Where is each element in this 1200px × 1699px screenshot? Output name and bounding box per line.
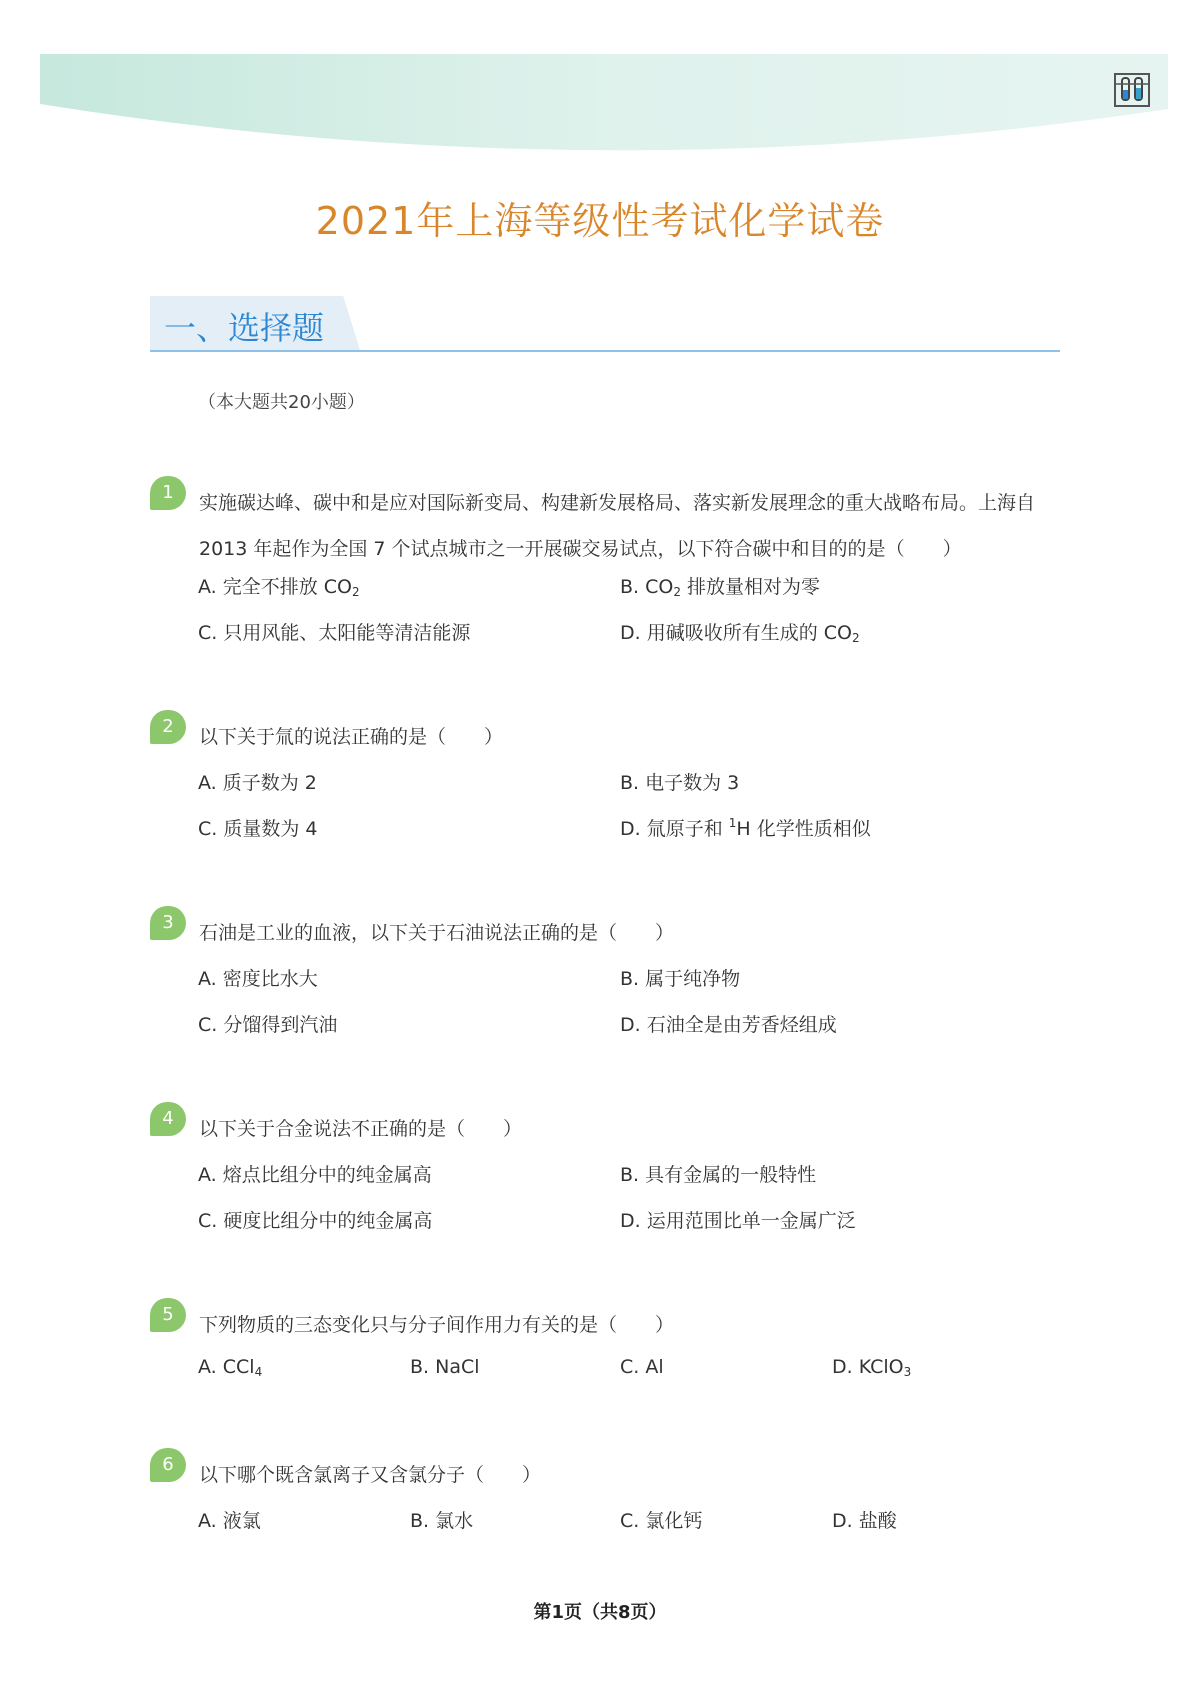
question-number-badge: 3 xyxy=(150,906,186,940)
question-text: 以下关于氚的说法正确的是（ ） xyxy=(199,726,504,748)
option-c: C. 分馏得到汽油 xyxy=(198,1014,338,1036)
section-heading xyxy=(150,296,1060,354)
option-b: B. 电子数为 3 xyxy=(620,772,740,794)
section-divider xyxy=(150,350,1060,352)
question-number-badge: 1 xyxy=(150,476,186,510)
option-b: B. NaCl xyxy=(410,1356,480,1378)
question-text: 下列物质的三态变化只与分子间作用力有关的是（ ） xyxy=(199,1314,675,1336)
option-d: D. KClO$_3$ xyxy=(832,1356,912,1379)
page-footer: 第1页（共8页） xyxy=(533,1602,667,1623)
section-title: 一、选择题 xyxy=(164,309,325,347)
option-c: C. 硬度比组分中的纯金属高 xyxy=(198,1210,433,1232)
question-number-badge: 4 xyxy=(150,1102,186,1136)
question-text: 石油是工业的血液，以下关于石油说法正确的是（ ） xyxy=(199,922,675,944)
question-text: 实施碳达峰、碳中和是应对国际新变局、构建新发展格局、落实新发展理念的重大战略布局。上海自 2013 年起作为全国 7 个试点城市之一开展碳交易试点，以下符合碳中和目的的是（ ） xyxy=(199,492,1036,560)
option-c: C. Al xyxy=(620,1356,664,1378)
section-note: （本大题共20小题） xyxy=(198,392,365,413)
option-d: D. 石油全是由芳香烃组成 xyxy=(620,1014,837,1036)
option-c: C. 质量数为 4 xyxy=(198,818,318,840)
option-d: D. 盐酸 xyxy=(832,1510,897,1532)
option-a: A. CCl$_4$ xyxy=(198,1356,263,1379)
option-d: D. 氚原子和 $^1$H 化学性质相似 xyxy=(620,816,871,840)
option-a: A. 质子数为 2 xyxy=(198,772,317,794)
option-a: A. 液氯 xyxy=(198,1510,261,1532)
option-c: C. 氯化钙 xyxy=(620,1510,703,1532)
option-a: A. 熔点比组分中的纯金属高 xyxy=(198,1164,432,1186)
question-number-badge: 2 xyxy=(150,710,186,744)
flask-icon xyxy=(1112,70,1152,110)
option-b: B. $CO_2$ 排放量相对为零 xyxy=(620,576,821,599)
question-text: 以下哪个既含氯离子又含氯分子（ ） xyxy=(199,1464,542,1486)
option-a: A. 密度比水大 xyxy=(198,968,318,990)
option-b: B. 氯水 xyxy=(410,1510,474,1532)
question-number-badge: 6 xyxy=(150,1448,186,1482)
question-number-badge: 5 xyxy=(150,1298,186,1332)
option-a: A. 完全不排放 $CO_2$ xyxy=(198,576,360,599)
exam-title: 2021年上海等级性考试化学试卷 xyxy=(315,199,885,243)
option-c: C. 只用风能、太阳能等清洁能源 xyxy=(198,622,471,644)
option-d: D. 用碱吸收所有生成的 $CO_2$ xyxy=(620,622,860,645)
option-b: B. 具有金属的一般特性 xyxy=(620,1164,817,1186)
header-banner xyxy=(40,54,1168,154)
option-d: D. 运用范围比单一金属广泛 xyxy=(620,1210,856,1232)
question-text: 以下关于合金说法不正确的是（ ） xyxy=(199,1118,523,1140)
option-b: B. 属于纯净物 xyxy=(620,968,741,990)
